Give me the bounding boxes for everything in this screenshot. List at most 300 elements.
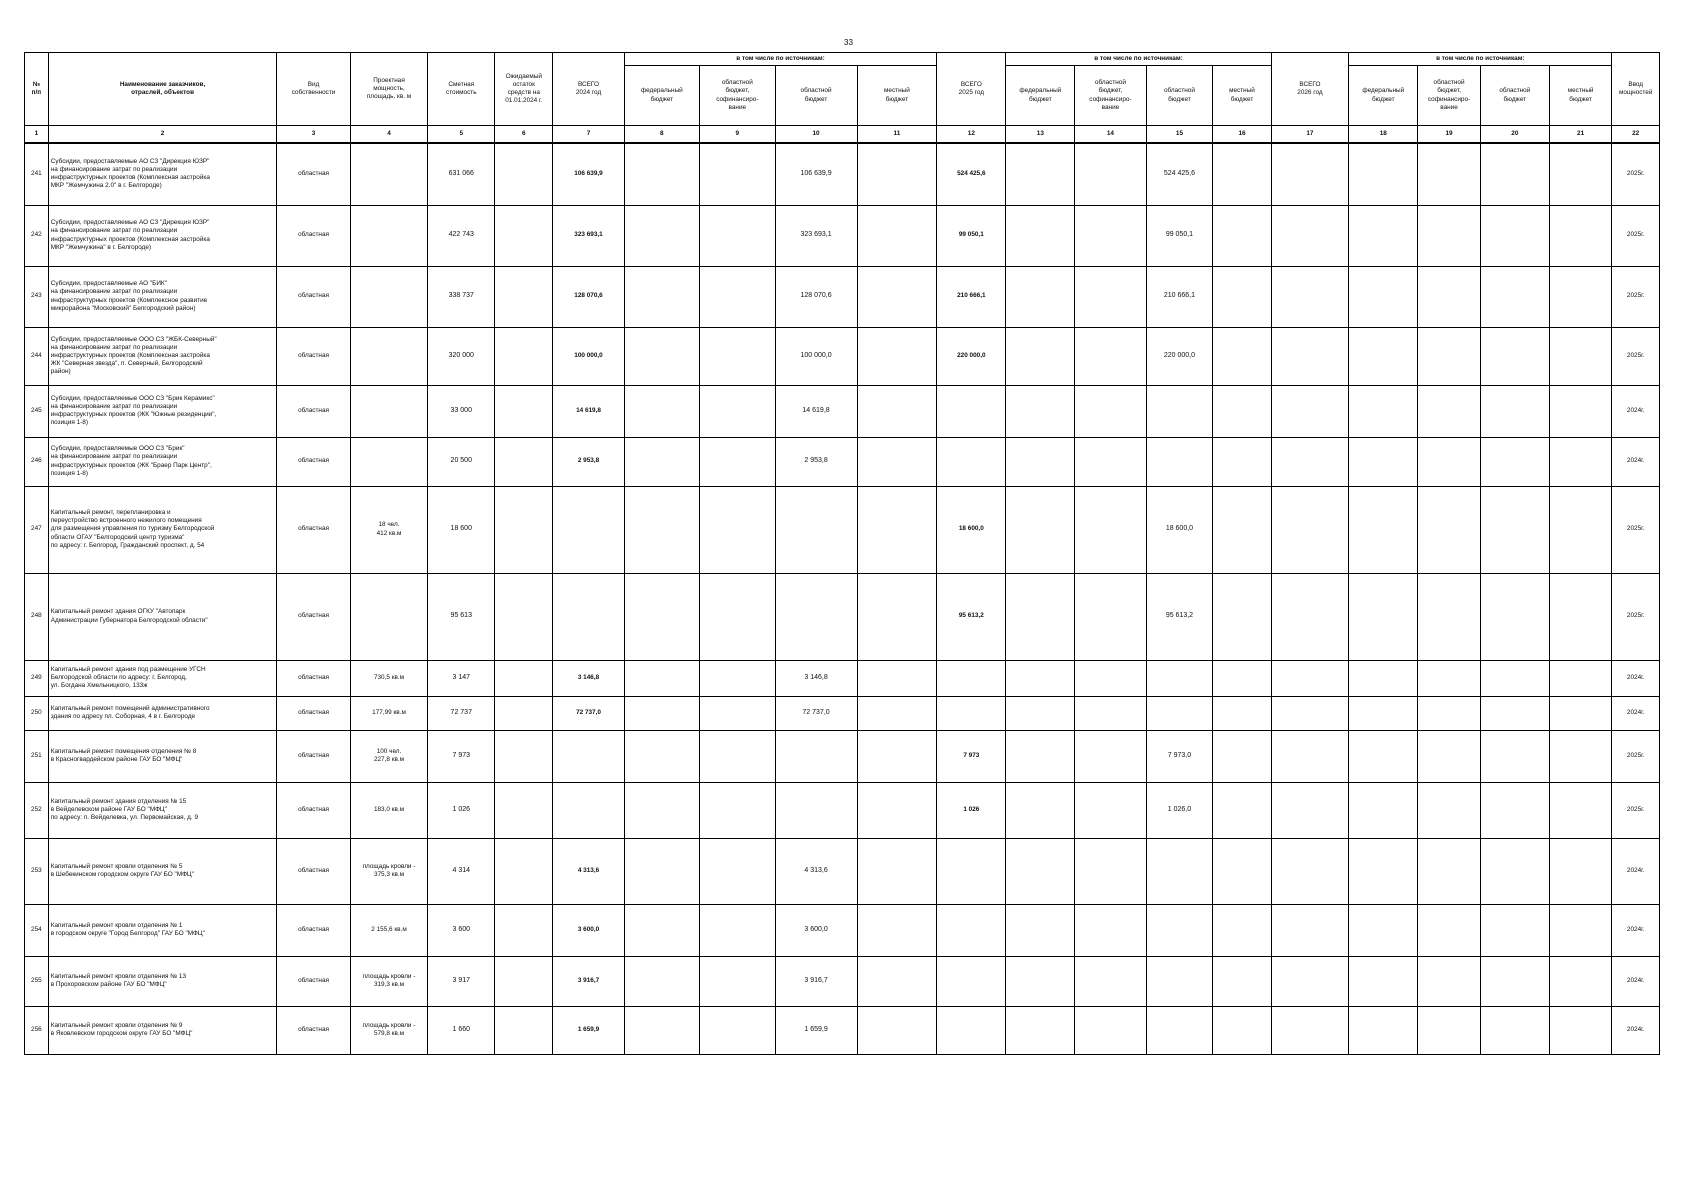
- local-2026-cell: [1549, 956, 1612, 1006]
- federal-2025-cell: [1006, 327, 1075, 385]
- regional-2024-cell: 2 953,8: [775, 437, 857, 486]
- regional-2025-cell: [1146, 385, 1213, 437]
- ownership-cell: областная: [277, 143, 350, 205]
- row-number-cell: 252: [25, 782, 49, 838]
- federal-2024-cell: [624, 782, 699, 838]
- regional-cofin-2026-cell: [1418, 266, 1481, 327]
- header-ownership: Вид собственности: [277, 53, 350, 126]
- object-name-cell: Капитальный ремонт помещений административного здания по адресу пл. Соборная, 4 в г. Белгороде: [48, 696, 277, 730]
- regional-cofin-2024-cell: [700, 385, 775, 437]
- regional-2026-cell: [1480, 573, 1549, 660]
- header-federal-2024: федеральный бюджет: [624, 66, 699, 126]
- local-2025-cell: [1213, 956, 1271, 1006]
- row-number-cell: 245: [25, 385, 49, 437]
- ownership-cell: областная: [277, 730, 350, 782]
- local-2024-cell: [857, 956, 937, 1006]
- ownership-cell: областная: [277, 327, 350, 385]
- regional-cofin-2024-cell: [700, 486, 775, 573]
- table-row: [25, 782, 1660, 838]
- remainder-cell: [495, 1006, 553, 1054]
- federal-2026-cell: [1349, 1006, 1418, 1054]
- row-number-cell: 247: [25, 486, 49, 573]
- regional-2026-cell: [1480, 486, 1549, 573]
- remainder-cell: [495, 437, 553, 486]
- estimated-cost-cell: 422 743: [428, 205, 495, 266]
- local-2026-cell: [1549, 486, 1612, 573]
- regional-2024-cell: 4 313,6: [775, 838, 857, 904]
- object-name-cell: Субсидии, предоставляемые ООО СЗ "Брик Керамикс" на финансирование затрат по реализации инфраструктурных проектов (ЖК "Южные резиденции", позиция 1-8): [48, 385, 277, 437]
- local-2024-cell: [857, 1006, 937, 1054]
- regional-2024-cell: 14 619,8: [775, 385, 857, 437]
- regional-cofin-2025-cell: [1075, 143, 1146, 205]
- ownership-cell: областная: [277, 782, 350, 838]
- regional-cofin-2026-cell: [1418, 904, 1481, 956]
- column-number: 19: [1418, 126, 1481, 144]
- estimated-cost-cell: 3 917: [428, 956, 495, 1006]
- capacity-cell: [350, 266, 428, 327]
- regional-2024-cell: [775, 782, 857, 838]
- column-number: 8: [624, 126, 699, 144]
- row-number-cell: 256: [25, 1006, 49, 1054]
- regional-2026-cell: [1480, 782, 1549, 838]
- federal-2024-cell: [624, 486, 699, 573]
- header-commissioning: Ввод мощностей: [1612, 53, 1660, 126]
- header-total-2025: ВСЕГО 2025 год: [937, 53, 1006, 126]
- header-regional-2024: областной бюджет: [775, 66, 857, 126]
- header-local-2025: местный бюджет: [1213, 66, 1271, 126]
- ownership-cell: областная: [277, 486, 350, 573]
- table-row: [25, 205, 1660, 266]
- column-number: 18: [1349, 126, 1418, 144]
- regional-2025-cell: 210 666,1: [1146, 266, 1213, 327]
- row-number-cell: 243: [25, 266, 49, 327]
- total-2025-cell: [937, 904, 1006, 956]
- regional-cofin-2026-cell: [1418, 143, 1481, 205]
- row-number-cell: 248: [25, 573, 49, 660]
- regional-cofin-2024-cell: [700, 143, 775, 205]
- commissioning-year-cell: 2024г.: [1612, 904, 1660, 956]
- total-2026-cell: [1271, 660, 1349, 696]
- total-2025-cell: [937, 696, 1006, 730]
- regional-2025-cell: 95 613,2: [1146, 573, 1213, 660]
- total-2024-cell: 3 916,7: [553, 956, 624, 1006]
- regional-2025-cell: 524 425,6: [1146, 143, 1213, 205]
- federal-2024-cell: [624, 660, 699, 696]
- object-name-cell: Капитальный ремонт помещения отделения № 8 в Красногвардейском районе ГАУ БО "МФЦ": [48, 730, 277, 782]
- regional-cofin-2024-cell: [700, 904, 775, 956]
- column-number: 17: [1271, 126, 1349, 144]
- estimated-cost-cell: 20 500: [428, 437, 495, 486]
- column-number: 12: [937, 126, 1006, 144]
- header-regional-2025: областной бюджет: [1146, 66, 1213, 126]
- local-2024-cell: [857, 327, 937, 385]
- federal-2024-cell: [624, 1006, 699, 1054]
- total-2024-cell: [553, 486, 624, 573]
- regional-cofin-2026-cell: [1418, 437, 1481, 486]
- capacity-cell: 2 155,6 кв.м: [350, 904, 428, 956]
- federal-2025-cell: [1006, 486, 1075, 573]
- local-2024-cell: [857, 782, 937, 838]
- regional-2025-cell: [1146, 660, 1213, 696]
- ownership-cell: областная: [277, 266, 350, 327]
- federal-2026-cell: [1349, 838, 1418, 904]
- commissioning-year-cell: 2025г.: [1612, 205, 1660, 266]
- row-number-cell: 242: [25, 205, 49, 266]
- regional-cofin-2026-cell: [1418, 782, 1481, 838]
- header-sources-2025: в том числе по источникам:: [1006, 53, 1271, 66]
- remainder-cell: [495, 696, 553, 730]
- object-name-cell: Капитальный ремонт кровли отделения № 13 в Прохоровском районе ГАУ БО "МФЦ": [48, 956, 277, 1006]
- remainder-cell: [495, 573, 553, 660]
- regional-2024-cell: 3 600,0: [775, 904, 857, 956]
- total-2025-cell: [937, 385, 1006, 437]
- federal-2025-cell: [1006, 437, 1075, 486]
- total-2026-cell: [1271, 573, 1349, 660]
- local-2026-cell: [1549, 573, 1612, 660]
- federal-2024-cell: [624, 385, 699, 437]
- federal-2024-cell: [624, 437, 699, 486]
- regional-cofin-2025-cell: [1075, 327, 1146, 385]
- regional-cofin-2025-cell: [1075, 904, 1146, 956]
- capacity-cell: площадь кровли - 579,8 кв.м: [350, 1006, 428, 1054]
- total-2024-cell: 128 070,6: [553, 266, 624, 327]
- local-2026-cell: [1549, 730, 1612, 782]
- row-number-cell: 254: [25, 904, 49, 956]
- local-2025-cell: [1213, 385, 1271, 437]
- capacity-cell: 730,5 кв.м: [350, 660, 428, 696]
- regional-cofin-2024-cell: [700, 956, 775, 1006]
- capacity-cell: 100 чел. 227,8 кв.м: [350, 730, 428, 782]
- regional-2026-cell: [1480, 838, 1549, 904]
- estimated-cost-cell: 3 147: [428, 660, 495, 696]
- column-number: 11: [857, 126, 937, 144]
- regional-2025-cell: [1146, 904, 1213, 956]
- local-2026-cell: [1549, 205, 1612, 266]
- commissioning-year-cell: 2025г.: [1612, 730, 1660, 782]
- federal-2024-cell: [624, 573, 699, 660]
- estimated-cost-cell: 7 973: [428, 730, 495, 782]
- local-2025-cell: [1213, 327, 1271, 385]
- estimated-cost-cell: 338 737: [428, 266, 495, 327]
- federal-2026-cell: [1349, 730, 1418, 782]
- remainder-cell: [495, 660, 553, 696]
- header-name: Наименование заказчиков, отраслей, объектов: [48, 53, 277, 126]
- header-remainder: Ожидаемый остаток средств на 01.01.2024 г.: [495, 53, 553, 126]
- total-2026-cell: [1271, 143, 1349, 205]
- header-federal-2025: федеральный бюджет: [1006, 66, 1075, 126]
- total-2025-cell: 524 425,6: [937, 143, 1006, 205]
- regional-2025-cell: [1146, 437, 1213, 486]
- header-cost: Сметная стоимость: [428, 53, 495, 126]
- local-2026-cell: [1549, 266, 1612, 327]
- federal-2024-cell: [624, 956, 699, 1006]
- remainder-cell: [495, 904, 553, 956]
- header-total-2026: ВСЕГО 2026 год: [1271, 53, 1349, 126]
- total-2025-cell: 1 026: [937, 782, 1006, 838]
- table-row: [25, 385, 1660, 437]
- regional-cofin-2026-cell: [1418, 486, 1481, 573]
- table-row: [25, 956, 1660, 1006]
- column-number-row: [25, 126, 1660, 144]
- ownership-cell: областная: [277, 437, 350, 486]
- regional-cofin-2026-cell: [1418, 205, 1481, 266]
- column-number: 20: [1480, 126, 1549, 144]
- total-2024-cell: 14 619,8: [553, 385, 624, 437]
- ownership-cell: областная: [277, 205, 350, 266]
- column-number: 1: [25, 126, 49, 144]
- remainder-cell: [495, 956, 553, 1006]
- regional-cofin-2024-cell: [700, 573, 775, 660]
- object-name-cell: Капитальный ремонт кровли отделения № 9 в Яковлевском городском округе ГАУ БО "МФЦ": [48, 1006, 277, 1054]
- total-2024-cell: 4 313,6: [553, 838, 624, 904]
- regional-cofin-2025-cell: [1075, 730, 1146, 782]
- commissioning-year-cell: 2024г.: [1612, 437, 1660, 486]
- table-body: [25, 143, 1660, 1054]
- regional-2024-cell: 1 659,9: [775, 1006, 857, 1054]
- table-row: [25, 266, 1660, 327]
- total-2024-cell: 323 693,1: [553, 205, 624, 266]
- object-name-cell: Капитальный ремонт, перепланировка и переустройство встроенного нежилого помещения для размещения управления по туризму Белгородской области ОГАУ "Белгородский центр туризма" по адресу: г. Белгород, Гражданский проспект, д. 54: [48, 486, 277, 573]
- capacity-cell: [350, 143, 428, 205]
- federal-2025-cell: [1006, 573, 1075, 660]
- regional-cofin-2025-cell: [1075, 437, 1146, 486]
- local-2024-cell: [857, 838, 937, 904]
- local-2024-cell: [857, 904, 937, 956]
- object-name-cell: Субсидии, предоставляемые АО СЗ "Дирекция ЮЗР" на финансирование затрат по реализации инфраструктурных проектов (Комплексная застройка МКР "Жемчужина" в г. Белгороде): [48, 205, 277, 266]
- estimated-cost-cell: 1 026: [428, 782, 495, 838]
- total-2025-cell: 220 000,0: [937, 327, 1006, 385]
- local-2026-cell: [1549, 437, 1612, 486]
- regional-2024-cell: 128 070,6: [775, 266, 857, 327]
- table-row: [25, 573, 1660, 660]
- local-2025-cell: [1213, 730, 1271, 782]
- regional-2026-cell: [1480, 660, 1549, 696]
- total-2024-cell: 106 639,9: [553, 143, 624, 205]
- regional-2025-cell: 18 600,0: [1146, 486, 1213, 573]
- federal-2025-cell: [1006, 1006, 1075, 1054]
- regional-2025-cell: 220 000,0: [1146, 327, 1213, 385]
- federal-2024-cell: [624, 730, 699, 782]
- capacity-cell: [350, 437, 428, 486]
- header-federal-2026: федеральный бюджет: [1349, 66, 1418, 126]
- regional-2024-cell: 72 737,0: [775, 696, 857, 730]
- capacity-cell: [350, 385, 428, 437]
- total-2026-cell: [1271, 486, 1349, 573]
- total-2024-cell: [553, 782, 624, 838]
- regional-cofin-2024-cell: [700, 660, 775, 696]
- federal-2024-cell: [624, 904, 699, 956]
- budget-table: [24, 52, 1660, 1055]
- remainder-cell: [495, 730, 553, 782]
- total-2025-cell: [937, 838, 1006, 904]
- row-number-cell: 246: [25, 437, 49, 486]
- regional-cofin-2024-cell: [700, 696, 775, 730]
- local-2025-cell: [1213, 696, 1271, 730]
- header-local-2026: местный бюджет: [1549, 66, 1612, 126]
- federal-2025-cell: [1006, 956, 1075, 1006]
- local-2024-cell: [857, 696, 937, 730]
- regional-2024-cell: [775, 573, 857, 660]
- local-2026-cell: [1549, 143, 1612, 205]
- regional-2026-cell: [1480, 143, 1549, 205]
- header-sources-2024: в том числе по источникам:: [624, 53, 937, 66]
- regional-cofin-2024-cell: [700, 266, 775, 327]
- capacity-cell: [350, 573, 428, 660]
- regional-cofin-2024-cell: [700, 327, 775, 385]
- regional-2025-cell: [1146, 1006, 1213, 1054]
- commissioning-year-cell: 2024г.: [1612, 956, 1660, 1006]
- estimated-cost-cell: 4 314: [428, 838, 495, 904]
- federal-2025-cell: [1006, 730, 1075, 782]
- row-number-cell: 249: [25, 660, 49, 696]
- local-2025-cell: [1213, 205, 1271, 266]
- commissioning-year-cell: 2025г.: [1612, 266, 1660, 327]
- total-2026-cell: [1271, 1006, 1349, 1054]
- total-2026-cell: [1271, 327, 1349, 385]
- federal-2024-cell: [624, 205, 699, 266]
- object-name-cell: Капитальный ремонт здания ОГКУ "Автопарк Администрации Губернатора Белгородской области": [48, 573, 277, 660]
- column-number: 13: [1006, 126, 1075, 144]
- page-number: 33: [844, 38, 853, 47]
- local-2025-cell: [1213, 143, 1271, 205]
- regional-cofin-2024-cell: [700, 730, 775, 782]
- regional-cofin-2024-cell: [700, 205, 775, 266]
- table-row: [25, 1006, 1660, 1054]
- regional-cofin-2024-cell: [700, 782, 775, 838]
- federal-2026-cell: [1349, 266, 1418, 327]
- federal-2026-cell: [1349, 660, 1418, 696]
- remainder-cell: [495, 266, 553, 327]
- ownership-cell: областная: [277, 956, 350, 1006]
- total-2024-cell: 3 600,0: [553, 904, 624, 956]
- total-2024-cell: [553, 573, 624, 660]
- commissioning-year-cell: 2024г.: [1612, 660, 1660, 696]
- local-2024-cell: [857, 437, 937, 486]
- regional-2026-cell: [1480, 437, 1549, 486]
- regional-2026-cell: [1480, 730, 1549, 782]
- header-sources-2026: в том числе по источникам:: [1349, 53, 1612, 66]
- object-name-cell: Субсидии, предоставляемые ООО СЗ "ЖБК-Северный" на финансирование затрат по реализации инфраструктурных проектов (Комплексная застройка ЖК "Северная звезда", п. Северный, Белгородский район): [48, 327, 277, 385]
- regional-2024-cell: 3 146,8: [775, 660, 857, 696]
- local-2025-cell: [1213, 573, 1271, 660]
- table-row: [25, 904, 1660, 956]
- estimated-cost-cell: 95 613: [428, 573, 495, 660]
- estimated-cost-cell: 3 600: [428, 904, 495, 956]
- total-2026-cell: [1271, 205, 1349, 266]
- remainder-cell: [495, 327, 553, 385]
- total-2025-cell: [937, 1006, 1006, 1054]
- regional-2025-cell: [1146, 956, 1213, 1006]
- total-2025-cell: 95 613,2: [937, 573, 1006, 660]
- local-2025-cell: [1213, 1006, 1271, 1054]
- row-number-cell: 251: [25, 730, 49, 782]
- federal-2025-cell: [1006, 143, 1075, 205]
- federal-2026-cell: [1349, 573, 1418, 660]
- header-regional-2026: областной бюджет: [1480, 66, 1549, 126]
- local-2026-cell: [1549, 696, 1612, 730]
- object-name-cell: Капитальный ремонт кровли отделения № 1 в городском округе "Город Белгород" ГАУ БО "МФЦ": [48, 904, 277, 956]
- header-total-2024: ВСЕГО 2024 год: [553, 53, 624, 126]
- regional-cofin-2025-cell: [1075, 486, 1146, 573]
- federal-2024-cell: [624, 266, 699, 327]
- column-number: 15: [1146, 126, 1213, 144]
- capacity-cell: 177,99 кв.м: [350, 696, 428, 730]
- local-2026-cell: [1549, 385, 1612, 437]
- regional-cofin-2024-cell: [700, 437, 775, 486]
- commissioning-year-cell: 2024г.: [1612, 1006, 1660, 1054]
- column-number: 5: [428, 126, 495, 144]
- federal-2024-cell: [624, 696, 699, 730]
- regional-2024-cell: [775, 486, 857, 573]
- local-2024-cell: [857, 385, 937, 437]
- commissioning-year-cell: 2025г.: [1612, 327, 1660, 385]
- remainder-cell: [495, 486, 553, 573]
- total-2026-cell: [1271, 385, 1349, 437]
- total-2025-cell: 210 666,1: [937, 266, 1006, 327]
- federal-2026-cell: [1349, 956, 1418, 1006]
- total-2025-cell: [937, 660, 1006, 696]
- federal-2026-cell: [1349, 782, 1418, 838]
- column-number: 9: [700, 126, 775, 144]
- federal-2024-cell: [624, 143, 699, 205]
- regional-2025-cell: 1 026,0: [1146, 782, 1213, 838]
- capacity-cell: площадь кровли - 319,3 кв.м: [350, 956, 428, 1006]
- row-number-cell: 255: [25, 956, 49, 1006]
- total-2025-cell: [937, 437, 1006, 486]
- header-capacity: Проектная мощность, площадь, кв. м: [350, 53, 428, 126]
- total-2026-cell: [1271, 266, 1349, 327]
- regional-cofin-2025-cell: [1075, 782, 1146, 838]
- regional-cofin-2025-cell: [1075, 956, 1146, 1006]
- column-number: 21: [1549, 126, 1612, 144]
- federal-2026-cell: [1349, 696, 1418, 730]
- local-2024-cell: [857, 486, 937, 573]
- regional-cofin-2025-cell: [1075, 838, 1146, 904]
- regional-2026-cell: [1480, 327, 1549, 385]
- total-2026-cell: [1271, 956, 1349, 1006]
- federal-2026-cell: [1349, 327, 1418, 385]
- commissioning-year-cell: 2024г.: [1612, 838, 1660, 904]
- total-2026-cell: [1271, 696, 1349, 730]
- column-number: 7: [553, 126, 624, 144]
- regional-cofin-2026-cell: [1418, 385, 1481, 437]
- federal-2026-cell: [1349, 437, 1418, 486]
- object-name-cell: Капитальный ремонт кровли отделения № 5 в Шебекинском городском округе ГАУ БО "МФЦ": [48, 838, 277, 904]
- federal-2026-cell: [1349, 486, 1418, 573]
- table-row: [25, 143, 1660, 205]
- ownership-cell: областная: [277, 838, 350, 904]
- estimated-cost-cell: 18 600: [428, 486, 495, 573]
- regional-2024-cell: 323 693,1: [775, 205, 857, 266]
- local-2024-cell: [857, 730, 937, 782]
- regional-2024-cell: 3 916,7: [775, 956, 857, 1006]
- table-row: [25, 696, 1660, 730]
- regional-cofin-2024-cell: [700, 1006, 775, 1054]
- remainder-cell: [495, 205, 553, 266]
- regional-2026-cell: [1480, 956, 1549, 1006]
- federal-2026-cell: [1349, 904, 1418, 956]
- header-local-2024: местный бюджет: [857, 66, 937, 126]
- total-2026-cell: [1271, 782, 1349, 838]
- regional-cofin-2025-cell: [1075, 1006, 1146, 1054]
- table-header: [25, 53, 1660, 144]
- regional-2026-cell: [1480, 266, 1549, 327]
- federal-2025-cell: [1006, 782, 1075, 838]
- local-2025-cell: [1213, 782, 1271, 838]
- remainder-cell: [495, 385, 553, 437]
- ownership-cell: областная: [277, 904, 350, 956]
- regional-2026-cell: [1480, 385, 1549, 437]
